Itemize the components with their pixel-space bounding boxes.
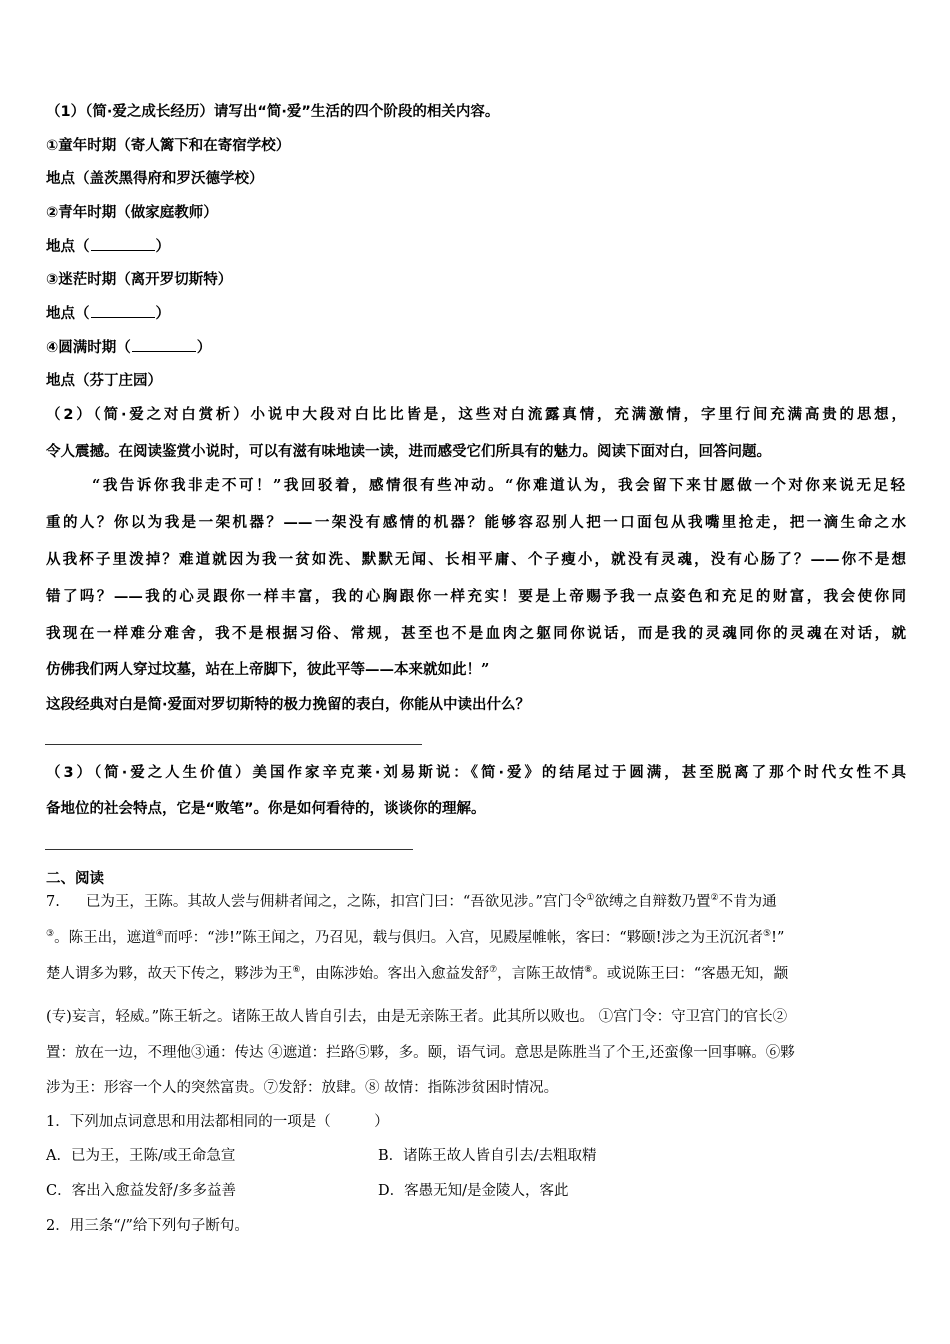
footnote-ref: ③ (46, 929, 55, 940)
option-b-label: B． (378, 1148, 404, 1164)
place-3-label: 地点（ (46, 306, 90, 322)
passage-text: 不肯为通 (718, 894, 777, 910)
passage-text: 欲缚之自辩数乃置 (594, 894, 711, 910)
place-2 (46, 236, 170, 257)
passage-text: !” (771, 930, 785, 946)
option-a-label: A． (46, 1148, 71, 1164)
q2-answer-line[interactable] (45, 744, 422, 745)
stage-4-blank[interactable] (132, 337, 196, 352)
option-c-text: 客出入愈益发舒/多多益善 (71, 1183, 236, 1199)
passage-line-3 (46, 964, 788, 984)
option-d-label: D． (378, 1183, 405, 1199)
section-2-heading: 二、阅读 (46, 871, 104, 887)
quote-line-1: “我告诉你我非走不可！”我回驳着，感情很有些冲动。“你难道认为，我会留下来甘愿做一个对你来说无足轻 (92, 477, 905, 494)
passage-line-6: 涉为王：形容一个人的突然富贵。⑦发舒：放肆。⑧ 故情：指陈涉贫困时情况。 (46, 1080, 559, 1096)
place-1: 地点（盖茨黑得府和罗沃德学校） (46, 171, 264, 187)
place-3-blank[interactable] (91, 303, 155, 318)
place-2-label: 地点（ (46, 239, 90, 255)
q3-line-2: 备地位的社会特点，它是“败笔”。你是如何看待的，谈谈你的理解。 (46, 801, 486, 817)
stage-4-close: ） (196, 340, 212, 356)
place-4: 地点（芬丁庄园） (46, 373, 162, 389)
option-c[interactable] (46, 1181, 236, 1201)
stage-4-label: ④圆满时期（ (46, 340, 131, 356)
option-a[interactable] (46, 1146, 235, 1166)
stage-4 (46, 337, 211, 358)
q3-line-1: （3）（简·爱之人生价值）美国作家辛克莱·刘易斯说：《简·爱》的结尾过于圆满，甚至脱离了那个时代女性不具 (46, 765, 906, 781)
q2-punctuation-prompt: 2．用三条“/”给下列句子断句。 (46, 1218, 249, 1234)
place-3 (46, 303, 170, 324)
q3-answer-line[interactable] (45, 849, 413, 850)
quote-line-3: 从我杯子里泼掉？难道就因为我一贫如洗、默默无闻、长相平庸、个子瘦小，就没有灵魂，没有心肠了？——你不是想 (46, 551, 906, 568)
passage-text: ，由陈涉始。客出入愈益发舒 (300, 966, 490, 982)
option-d-text: 客愚无知/是金陵人，客此 (404, 1183, 569, 1199)
place-2-blank[interactable] (91, 236, 155, 251)
footnote-ref: ① (586, 893, 595, 904)
passage-text: 。陈王出，遮道 (54, 930, 156, 946)
passage-line-1 (46, 892, 777, 912)
q2-prompt-line-2: 令人震撼。在阅读鉴赏小说时，可以有滋有味地读一读，进而感受它们所具有的魅力。阅读下面对白，回答问题。 (46, 444, 771, 460)
option-b-text: 诸陈王故人皆自引去/去粗取精 (403, 1148, 597, 1164)
stage-2: ②青年时期（做家庭教师） (46, 205, 218, 221)
quote-line-6: 仿佛我们两人穿过坟墓，站在上帝脚下，彼此平等——本来就如此！” (46, 661, 490, 678)
mcq-prompt: 1．下列加点词意思和用法都相同的一项是（ ） (46, 1114, 389, 1130)
quote-line-2: 重的人？你以为我是一架机器？——一架没有感情的机器？能够容忍别人把一口面包从我嘴里抢走，把一滴生命之水 (46, 514, 906, 531)
passage-text: ，言陈王故情 (497, 966, 585, 982)
passage-line-2 (46, 928, 784, 948)
q2-prompt-line-1: （2）（简·爱之对白赏析）小说中大段对白比比皆是，这些对白流露真情，充满激情，字里行间充满高贵的思想， (46, 407, 906, 423)
option-d[interactable] (378, 1181, 569, 1201)
stage-1: ①童年时期（寄人篱下和在寄宿学校） (46, 138, 291, 154)
passage-text: 而呼：“涉!”陈王闻之，乃召见，载与俱归。入宫，见殿屋帷帐，客曰：“夥颐!涉之为王沉沉者 (163, 930, 764, 946)
footnote-ref: ⑧ (584, 965, 593, 976)
passage-text: 。或说陈王曰：“客愚无知，颛 (592, 966, 789, 982)
passage-line-5: 置：放在一边，不理他③通：传达 ④遮道：拦路⑤夥，多。颐，语气词。意思是陈胜当了个王,还蛮像一回事嘛。⑥夥 (46, 1045, 795, 1061)
passage-text: 已为王，王陈。其故人尝与佣耕者闻之，之陈，扣宫门曰：“吾欲见涉。”宫门令 (85, 894, 587, 910)
place-2-close: ） (155, 239, 170, 255)
q1-prompt: （1）（简·爱之成长经历）请写出“简·爱”生活的四个阶段的相关内容。 (46, 104, 500, 120)
option-c-label: C． (46, 1183, 72, 1199)
quote-line-5: 我现在一样难分难舍，我不是根据习俗、常规，甚至也不是血肉之躯同你说话，而是我的灵魂同你的灵魂在对话，就 (46, 625, 906, 642)
footnote-ref: ⑥ (292, 965, 301, 976)
footnote-ref: ⑦ (489, 965, 498, 976)
q2-question: 这段经典对白是简·爱面对罗切斯特的极力挽留的表白，你能从中读出什么？ (46, 697, 531, 713)
footnote-ref: ⑤ (763, 929, 772, 940)
footnote-ref: ④ (155, 929, 164, 940)
option-a-text: 已为王，王陈/或王命急宣 (70, 1148, 236, 1164)
footnote-ref: ② (710, 893, 719, 904)
quote-line-4: 错了吗？——我的心灵跟你一样丰富，我的心胸跟你一样充实！要是上帝赐予我一点姿色和充足的财富，我会使你同 (46, 588, 906, 605)
passage-text: 楚人谓多为夥，故天下传之，夥涉为王 (46, 966, 293, 982)
stage-3: ③迷茫时期（离开罗切斯特） (46, 272, 233, 288)
passage-line-4: (专)妄言，轻威。”陈王斩之。诸陈王故人皆自引去，由是无亲陈王者。此其所以败也。 ①宫门令：守卫宫门的官长② (46, 1009, 788, 1025)
option-b[interactable] (378, 1146, 597, 1166)
question-number: 7. (46, 894, 60, 910)
place-3-close: ） (155, 306, 170, 322)
